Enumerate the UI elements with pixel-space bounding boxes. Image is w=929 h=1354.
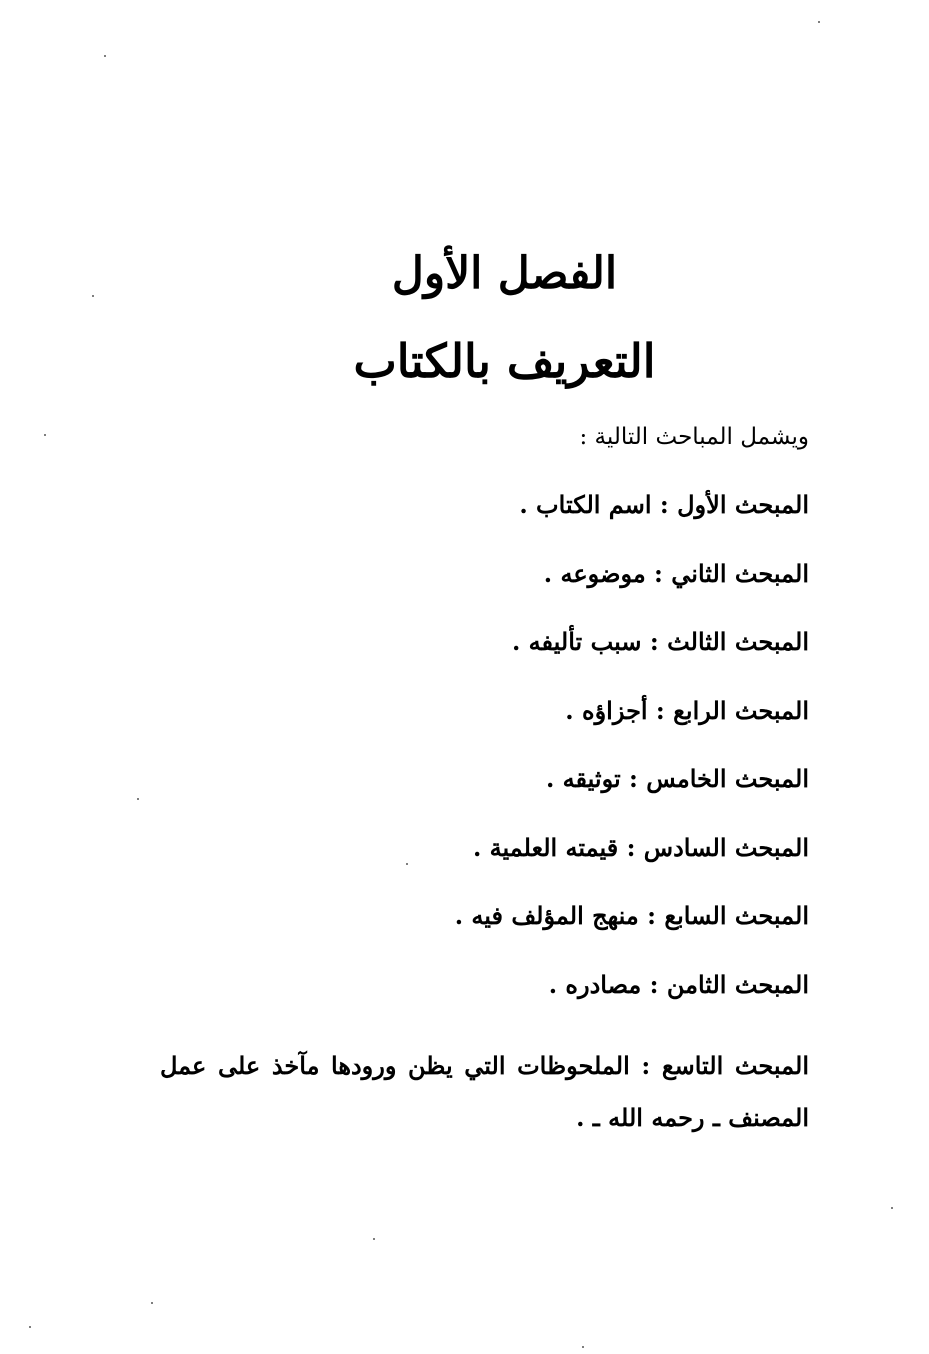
scan-speck (92, 295, 94, 297)
scan-speck (373, 1238, 375, 1240)
scan-speck (104, 55, 106, 57)
chapter-title: الفصل الأول (391, 248, 618, 299)
scan-speck (582, 1346, 584, 1348)
scan-speck (29, 1326, 31, 1328)
section-item-1: المبحث الأول : اسم الكتاب . (519, 490, 809, 519)
scan-speck (44, 434, 46, 436)
chapter-subtitle: التعريف بالكتاب (353, 334, 656, 388)
section-item-4: المبحث الرابع : أجزاؤه . (565, 696, 809, 725)
scan-speck (818, 21, 820, 23)
section-item-3: المبحث الثالث : سبب تأليفه . (511, 627, 809, 656)
section-item-7: المبحث السابع : منهج المؤلف فيه . (454, 901, 809, 930)
section-item-6: المبحث السادس : قيمته العلمية . (472, 833, 809, 862)
scan-speck (406, 863, 408, 865)
scan-speck (151, 1302, 153, 1304)
section-item-9: المبحث التاسع : الملحوظات التي يظن ورودها مآخذ على عمل المصنف ـ رحمه الله ـ . (160, 1051, 809, 1132)
scan-speck (137, 798, 139, 800)
section-item-8: المبحث الثامن : مصادره . (548, 970, 809, 999)
section-item-2: المبحث الثاني : موضوعه . (543, 559, 809, 588)
section-item-5: المبحث الخامس : توثيقه . (545, 764, 809, 793)
scan-speck (891, 1207, 893, 1209)
intro-text: ويشمل المباحث التالية : (579, 424, 809, 450)
